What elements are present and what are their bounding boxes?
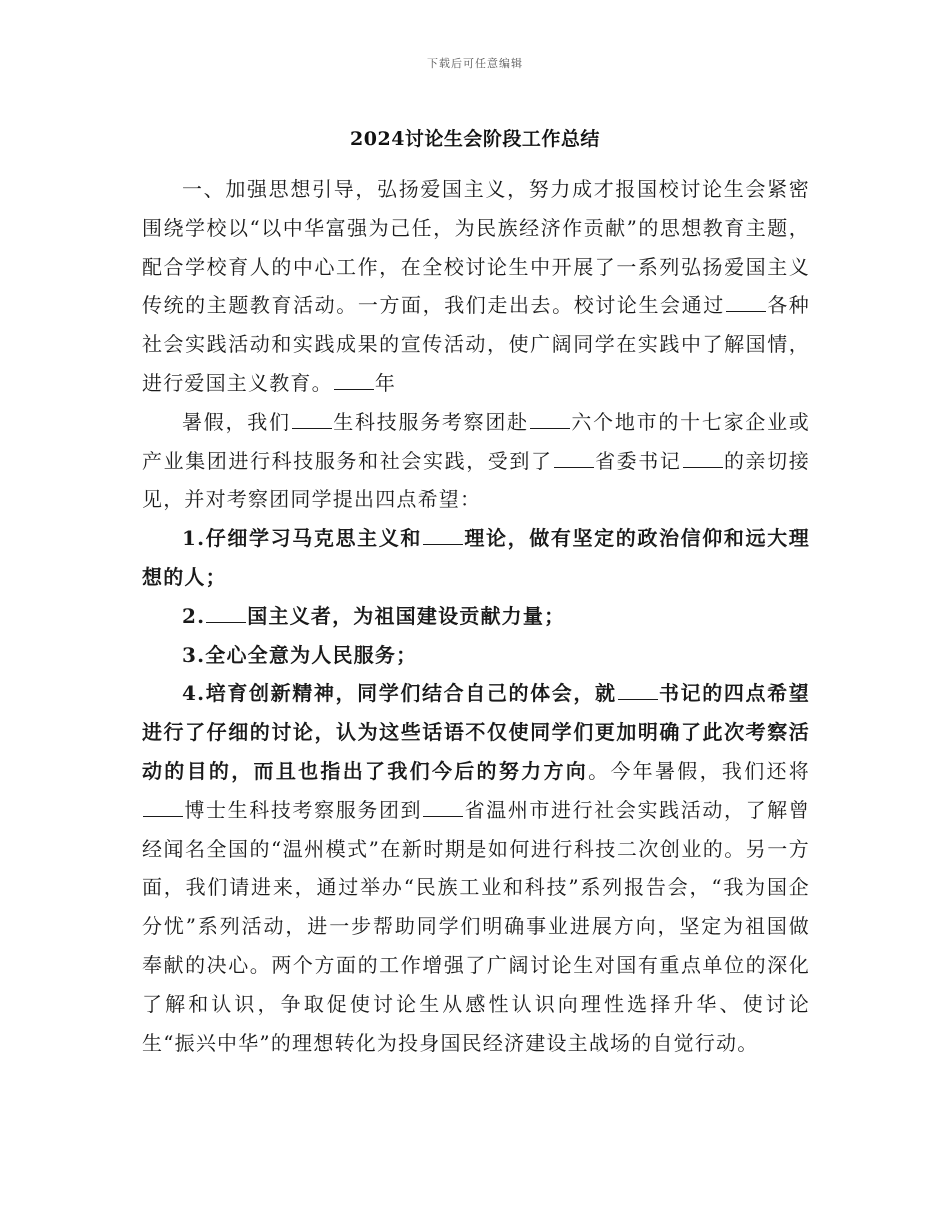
paragraph-5-text-a: 3.全心全意为人民服务； [182, 642, 418, 667]
paragraph-1-text-c: 年 [374, 370, 397, 395]
paragraph-1 [142, 170, 810, 403]
paragraph-2-text-c: 六个地市的十七家企业或产业集团进行科技服务和社会实践，受到了 [142, 409, 811, 473]
paragraph-2-text-b: 生科技服务考察团赴 [332, 409, 529, 434]
paragraph-6-text-a: 。今年暑假，我们还将 [588, 758, 811, 783]
paragraph-2-text-d: 省委书记 [594, 448, 682, 473]
paragraph-4-text-a: 2. [182, 603, 206, 628]
paragraph-3-text-a: 1.仔细学习马克思主义和 [182, 526, 422, 551]
paragraph-3 [142, 519, 810, 597]
document-title: 2024讨论生会阶段工作总结 [350, 128, 600, 150]
fill-blank [530, 409, 570, 429]
fill-blank [554, 448, 594, 468]
document-body [142, 170, 810, 1062]
paragraph-2-text-e: 的亲切接见，并对考察团同学提出四点希望： [142, 448, 810, 512]
paragraph-2 [142, 403, 810, 519]
paragraph-4-text-b: 国主义者，为祖国建设贡献力量； [247, 603, 566, 628]
fill-blank [618, 680, 658, 700]
fill-blank [683, 448, 723, 468]
fill-blank [206, 603, 246, 623]
paragraph-6 [142, 674, 810, 1062]
paragraph-1-text-b: 各种社会实践活动和实践成果的宣传活动，使广阔同学在实践中了解国情，进行爱国主义教育。 [142, 293, 810, 395]
fill-blank [726, 292, 766, 312]
paragraph-6-bold-b: 书记的四点希望进行了仔细的讨论，认为这些话语不仅使同学们更加明确了此次考察活动的目的，而且也指出了我们今后的努力方向 [142, 681, 810, 783]
fill-blank [292, 409, 332, 429]
paragraph-2-text-a: 暑假，我们 [182, 409, 291, 434]
fill-blank [143, 797, 183, 817]
paragraph-5 [142, 636, 810, 675]
paragraph-6-bold-a: 4.培育创新精神，同学们结合自己的体会，就 [182, 681, 617, 706]
fill-blank [423, 525, 463, 545]
paragraph-4 [142, 597, 810, 636]
paragraph-6-text-b: 博士生科技考察服务团到 [184, 797, 423, 822]
paragraph-3-text-b: 理论，做有坚定的政治信仰和远大理想的人； [142, 526, 811, 589]
fill-blank [334, 370, 374, 390]
paragraph-1-text-a: 一、加强思想引导，弘扬爱国主义，努力成才报国校讨论生会紧密围绕学校以“以中华富强为己任，为民族经济作贡献”的思想教育主题，配合学校育人的中心工作，在全校讨论生中开展了一系列弘扬爱国主义传统的主题教育活动。一方面，我们走出去。校讨论生会通过 [142, 177, 810, 318]
header-note: 下载后可任意编辑 [427, 57, 523, 70]
paragraph-6-text-c: 省温州市进行社会实践活动，了解曾经闻名全国的“温州模式”在新时期是如何进行科技二次创业的。另一方面，我们请进来，通过举办“民族工业和科技”系列报告会，“我为国企分忧”系列活动，进一步帮助同学们明确事业进展方向，坚定为祖国做奉献的决心。两个方面的工作增强了广阔讨论生对国有重点单位的深化了解和认识，争取促使讨论生从感性认识向理性选择升华、使讨论生“振兴中华”的理想转化为投身国民经济建设主战场的自觉行动。 [142, 797, 810, 1055]
fill-blank [423, 797, 463, 817]
